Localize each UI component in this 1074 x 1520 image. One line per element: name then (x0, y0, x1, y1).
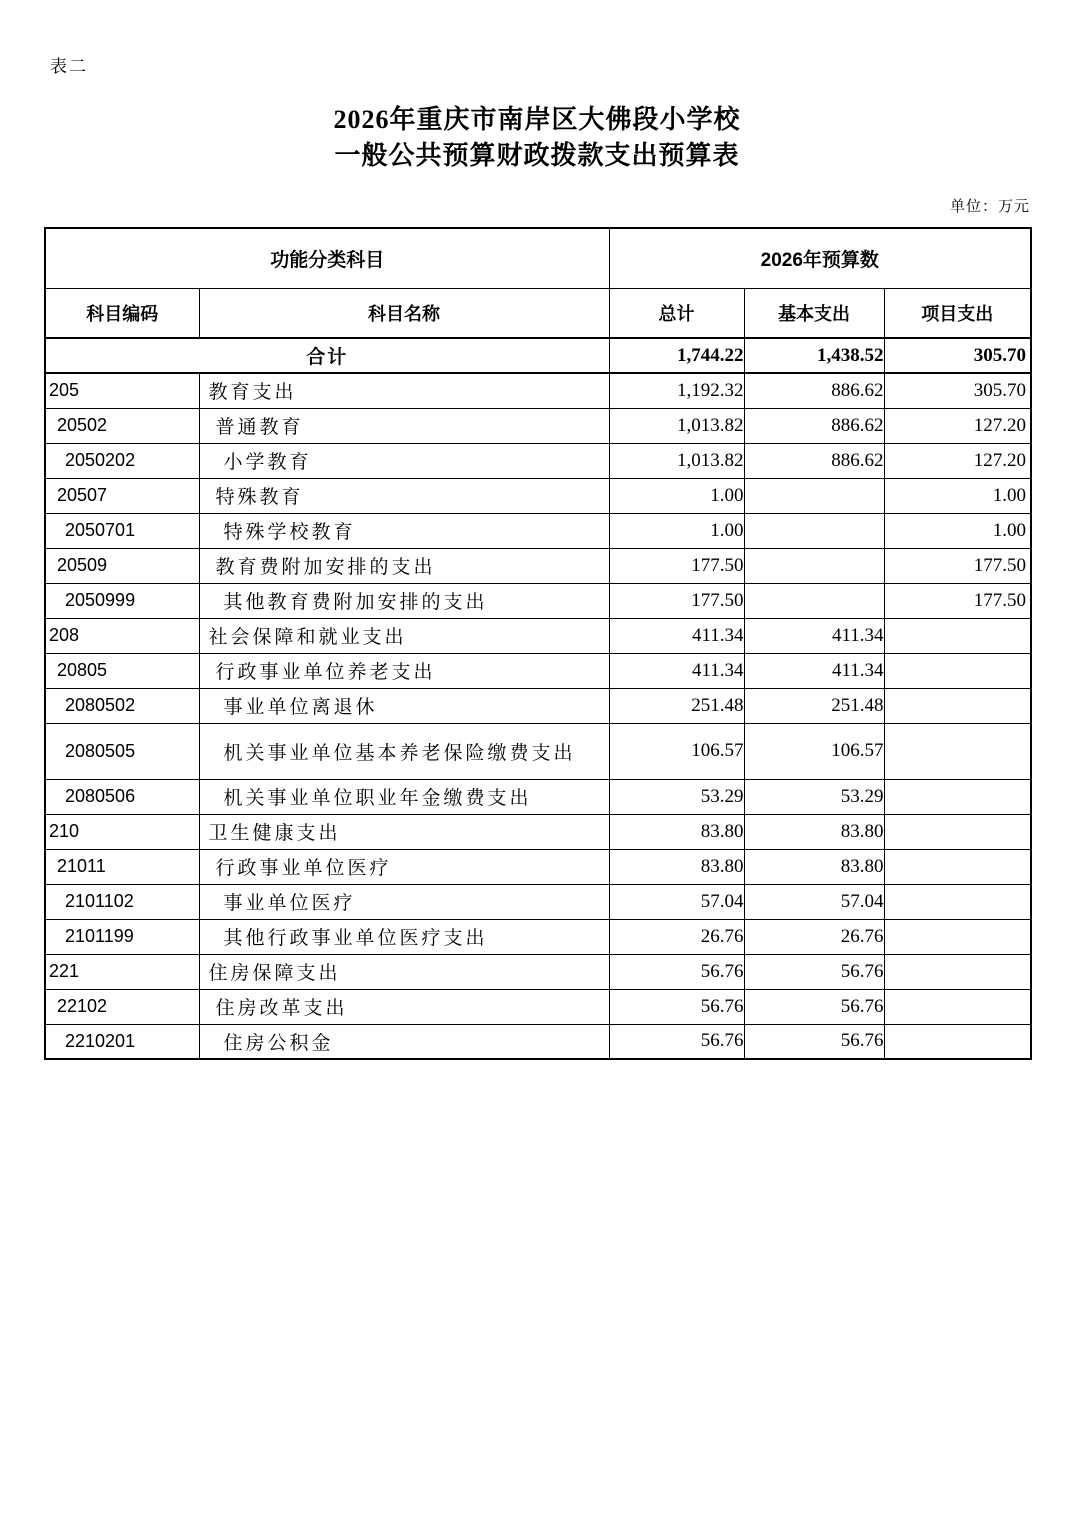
project-expenditure-cell (884, 989, 1031, 1024)
total-value-cell: 26.76 (609, 919, 744, 954)
subject-name-cell: 事业单位离退休 (199, 688, 609, 723)
project-expenditure-cell (884, 618, 1031, 653)
basic-expenditure-cell (744, 513, 884, 548)
subject-code-cell: 20805 (45, 653, 199, 688)
subject-name-cell: 教育支出 (199, 373, 609, 408)
subject-name-cell: 住房改革支出 (199, 989, 609, 1024)
subject-code-cell: 20509 (45, 548, 199, 583)
budget-table-row (45, 723, 1031, 779)
title-line-1: 2026年重庆市南岸区大佛段小学校 (333, 105, 741, 134)
total-value-cell: 177.50 (609, 548, 744, 583)
subject-code-cell: 205 (45, 373, 199, 408)
subject-code-cell: 221 (45, 954, 199, 989)
budget-table-row (45, 618, 1031, 653)
basic-expenditure-cell: 106.57 (744, 723, 884, 779)
project-expenditure-cell (884, 814, 1031, 849)
grand-total-project: 305.70 (884, 338, 1031, 373)
header-subject-code: 科目编码 (45, 288, 199, 338)
header-total: 总计 (609, 288, 744, 338)
budget-table-row (45, 919, 1031, 954)
project-expenditure-cell (884, 688, 1031, 723)
header-subject-name: 科目名称 (199, 288, 609, 338)
budget-table-row (45, 583, 1031, 618)
basic-expenditure-cell: 886.62 (744, 408, 884, 443)
subject-code-cell: 2080505 (45, 723, 199, 779)
budget-table (44, 227, 1032, 1060)
subject-name-cell: 教育费附加安排的支出 (199, 548, 609, 583)
basic-expenditure-cell: 83.80 (744, 849, 884, 884)
total-value-cell: 1,013.82 (609, 408, 744, 443)
budget-table-row (45, 548, 1031, 583)
total-value-cell: 1,013.82 (609, 443, 744, 478)
project-expenditure-cell: 127.20 (884, 408, 1031, 443)
subject-name-cell: 机关事业单位基本养老保险缴费支出 (199, 723, 609, 779)
project-expenditure-cell (884, 653, 1031, 688)
header-column-row (45, 288, 1031, 338)
project-expenditure-cell (884, 723, 1031, 779)
budget-table-row (45, 513, 1031, 548)
grand-total-row (45, 338, 1031, 373)
project-expenditure-cell: 1.00 (884, 513, 1031, 548)
total-value-cell: 83.80 (609, 814, 744, 849)
basic-expenditure-cell: 886.62 (744, 373, 884, 408)
total-value-cell: 1,192.32 (609, 373, 744, 408)
header-project-expenditure: 项目支出 (884, 288, 1031, 338)
budget-table-row (45, 1024, 1031, 1059)
budget-table-row (45, 954, 1031, 989)
subject-code-cell: 20502 (45, 408, 199, 443)
unit-label: 单位：万元 (949, 199, 1030, 215)
subject-name-cell: 小学教育 (199, 443, 609, 478)
header-basic-expenditure: 基本支出 (744, 288, 884, 338)
basic-expenditure-cell: 251.48 (744, 688, 884, 723)
basic-expenditure-cell: 411.34 (744, 653, 884, 688)
total-value-cell: 56.76 (609, 1024, 744, 1059)
subject-name-cell: 其他教育费附加安排的支出 (199, 583, 609, 618)
subject-name-cell: 行政事业单位医疗 (199, 849, 609, 884)
total-value-cell: 1.00 (609, 478, 744, 513)
budget-table-row (45, 653, 1031, 688)
project-expenditure-cell (884, 849, 1031, 884)
subject-name-cell: 社会保障和就业支出 (199, 618, 609, 653)
basic-expenditure-cell (744, 548, 884, 583)
project-expenditure-cell (884, 884, 1031, 919)
total-value-cell: 177.50 (609, 583, 744, 618)
table-header (45, 228, 1031, 338)
basic-expenditure-cell (744, 478, 884, 513)
subject-name-cell: 卫生健康支出 (199, 814, 609, 849)
basic-expenditure-cell (744, 583, 884, 618)
total-value-cell: 411.34 (609, 618, 744, 653)
basic-expenditure-cell: 56.76 (744, 954, 884, 989)
grand-total-basic: 1,438.52 (744, 338, 884, 373)
subject-name-cell: 住房公积金 (199, 1024, 609, 1059)
total-value-cell: 1.00 (609, 513, 744, 548)
subject-name-cell: 其他行政事业单位医疗支出 (199, 919, 609, 954)
basic-expenditure-cell: 411.34 (744, 618, 884, 653)
project-expenditure-cell: 177.50 (884, 583, 1031, 618)
total-value-cell: 57.04 (609, 884, 744, 919)
subject-code-cell: 20507 (45, 478, 199, 513)
basic-expenditure-cell: 56.76 (744, 989, 884, 1024)
subject-name-cell: 特殊学校教育 (199, 513, 609, 548)
subject-code-cell: 2050202 (45, 443, 199, 478)
budget-table-row (45, 779, 1031, 814)
subject-name-cell: 住房保障支出 (199, 954, 609, 989)
table-number-label: 表二 (50, 57, 88, 76)
total-value-cell: 56.76 (609, 954, 744, 989)
basic-expenditure-cell: 886.62 (744, 443, 884, 478)
document-title (0, 102, 1074, 174)
subject-code-cell: 2080506 (45, 779, 199, 814)
header-functional-classification: 功能分类科目 (45, 228, 609, 288)
header-budget-2026: 2026年预算数 (609, 228, 1031, 288)
subject-name-cell: 行政事业单位养老支出 (199, 653, 609, 688)
total-value-cell: 83.80 (609, 849, 744, 884)
subject-code-cell: 2210201 (45, 1024, 199, 1059)
project-expenditure-cell: 177.50 (884, 548, 1031, 583)
project-expenditure-cell: 305.70 (884, 373, 1031, 408)
subject-code-cell: 208 (45, 618, 199, 653)
budget-table-row (45, 688, 1031, 723)
project-expenditure-cell (884, 1024, 1031, 1059)
basic-expenditure-cell: 83.80 (744, 814, 884, 849)
header-group-row (45, 228, 1031, 288)
subject-code-cell: 2101102 (45, 884, 199, 919)
total-value-cell: 106.57 (609, 723, 744, 779)
budget-table-row (45, 814, 1031, 849)
total-value-cell: 251.48 (609, 688, 744, 723)
budget-table-row (45, 478, 1031, 513)
budget-table-body (45, 338, 1031, 1059)
grand-total-label: 合计 (45, 338, 609, 373)
subject-code-cell: 21011 (45, 849, 199, 884)
basic-expenditure-cell: 26.76 (744, 919, 884, 954)
title-line-2: 一般公共预算财政拨款支出预算表 (334, 141, 740, 170)
budget-table-row (45, 373, 1031, 408)
basic-expenditure-cell: 56.76 (744, 1024, 884, 1059)
project-expenditure-cell: 127.20 (884, 443, 1031, 478)
budget-table-row (45, 849, 1031, 884)
subject-code-cell: 22102 (45, 989, 199, 1024)
basic-expenditure-cell: 53.29 (744, 779, 884, 814)
total-value-cell: 411.34 (609, 653, 744, 688)
project-expenditure-cell (884, 954, 1031, 989)
total-value-cell: 56.76 (609, 989, 744, 1024)
budget-table-row (45, 408, 1031, 443)
grand-total-total: 1,744.22 (609, 338, 744, 373)
subject-code-cell: 210 (45, 814, 199, 849)
budget-table-row (45, 443, 1031, 478)
budget-table-row (45, 884, 1031, 919)
subject-name-cell: 特殊教育 (199, 478, 609, 513)
subject-code-cell: 2080502 (45, 688, 199, 723)
subject-name-cell: 事业单位医疗 (199, 884, 609, 919)
budget-table-row (45, 989, 1031, 1024)
project-expenditure-cell: 1.00 (884, 478, 1031, 513)
subject-code-cell: 2050999 (45, 583, 199, 618)
subject-code-cell: 2050701 (45, 513, 199, 548)
subject-name-cell: 普通教育 (199, 408, 609, 443)
subject-code-cell: 2101199 (45, 919, 199, 954)
basic-expenditure-cell: 57.04 (744, 884, 884, 919)
project-expenditure-cell (884, 779, 1031, 814)
project-expenditure-cell (884, 919, 1031, 954)
total-value-cell: 53.29 (609, 779, 744, 814)
subject-name-cell: 机关事业单位职业年金缴费支出 (199, 779, 609, 814)
